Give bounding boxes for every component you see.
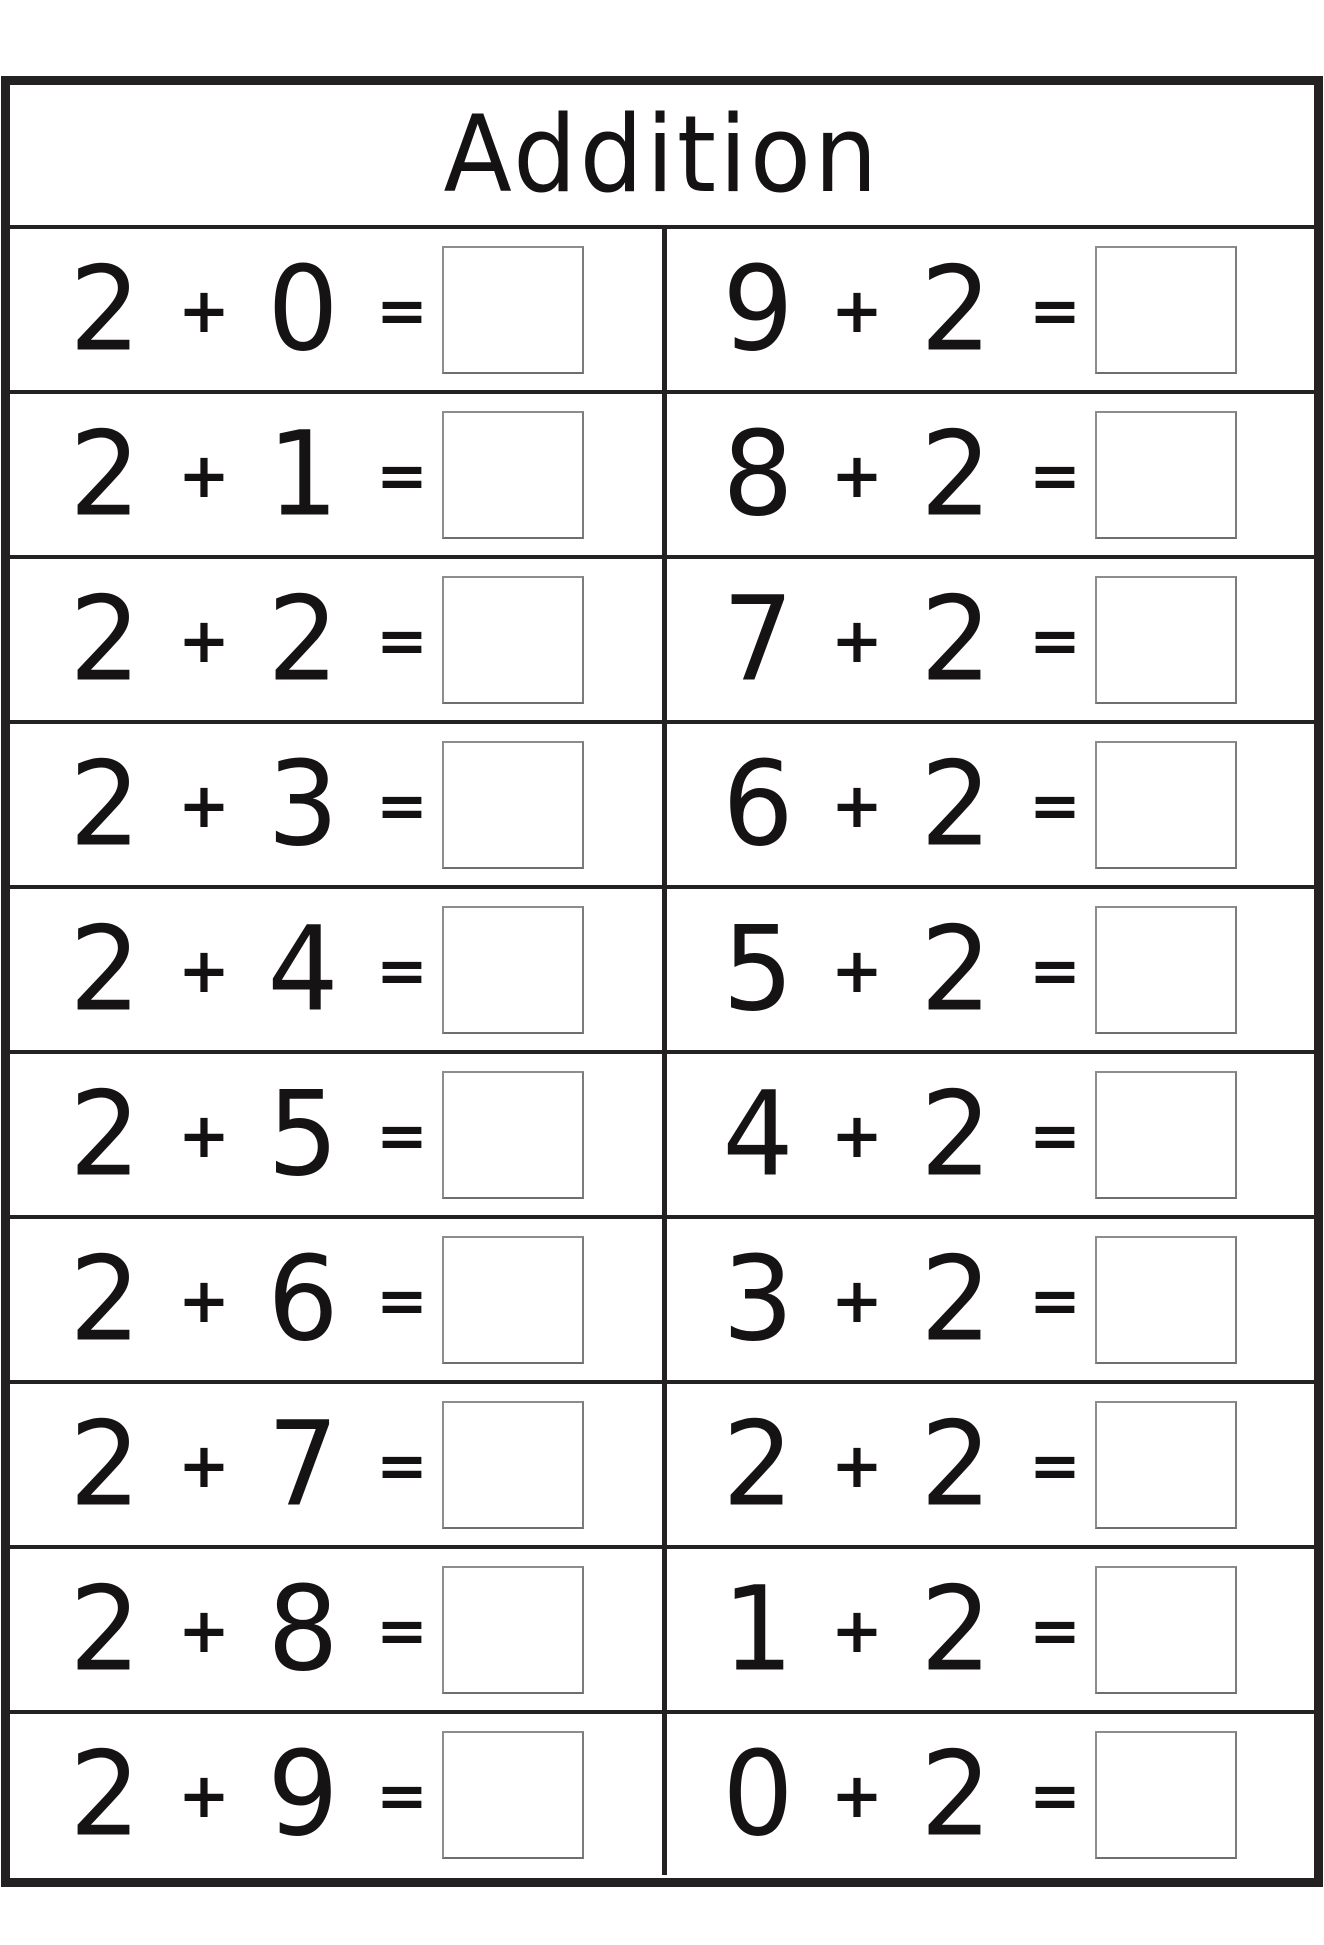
plus-sign: + xyxy=(831,274,883,347)
addend-second: 2 xyxy=(920,406,992,543)
problem-cell xyxy=(662,724,1314,885)
equals-sign: = xyxy=(1028,1594,1081,1667)
addend-second: 2 xyxy=(920,241,992,378)
addend-second: 6 xyxy=(267,1231,339,1368)
equals-sign: = xyxy=(375,274,428,347)
addend-first: 3 xyxy=(722,1231,794,1368)
problem-row xyxy=(10,720,1314,885)
problem-row xyxy=(10,1050,1314,1215)
equals-sign: = xyxy=(375,1594,428,1667)
worksheet-sheet xyxy=(1,76,1323,1887)
answer-box[interactable] xyxy=(1095,246,1237,374)
answer-box[interactable] xyxy=(1095,1401,1237,1529)
worksheet-title: Addition xyxy=(443,92,881,217)
answer-box[interactable] xyxy=(442,1401,584,1529)
addend-second: 9 xyxy=(267,1726,339,1863)
equals-sign: = xyxy=(1028,934,1081,1007)
plus-sign: + xyxy=(178,1099,230,1172)
addend-second: 5 xyxy=(267,1066,339,1203)
addend-first: 1 xyxy=(722,1561,794,1698)
addend-first: 6 xyxy=(722,736,794,873)
equals-sign: = xyxy=(375,1264,428,1337)
plus-sign: + xyxy=(178,934,230,1007)
plus-sign: + xyxy=(831,604,883,677)
equals-sign: = xyxy=(375,604,428,677)
problem-row xyxy=(10,1215,1314,1380)
problem-cell xyxy=(10,1054,662,1215)
addend-second: 0 xyxy=(267,241,339,378)
answer-box[interactable] xyxy=(442,1236,584,1364)
equals-sign: = xyxy=(1028,1264,1081,1337)
plus-sign: + xyxy=(831,1429,883,1502)
addend-first: 8 xyxy=(722,406,794,543)
addend-first: 2 xyxy=(69,571,141,708)
problem-cell xyxy=(662,1219,1314,1380)
addend-second: 2 xyxy=(920,1726,992,1863)
answer-box[interactable] xyxy=(1095,1566,1237,1694)
addend-second: 2 xyxy=(920,1396,992,1533)
addend-first: 4 xyxy=(722,1066,794,1203)
plus-sign: + xyxy=(831,1264,883,1337)
equals-sign: = xyxy=(1028,604,1081,677)
problem-cell xyxy=(662,559,1314,720)
plus-sign: + xyxy=(831,439,883,512)
problem-row xyxy=(10,1545,1314,1710)
plus-sign: + xyxy=(178,1759,230,1832)
answer-box[interactable] xyxy=(1095,906,1237,1034)
answer-box[interactable] xyxy=(442,741,584,869)
answer-box[interactable] xyxy=(442,576,584,704)
problem-row xyxy=(10,1380,1314,1545)
problem-cell xyxy=(662,1714,1314,1875)
answer-box[interactable] xyxy=(1095,1236,1237,1364)
addend-second: 2 xyxy=(920,1231,992,1368)
equals-sign: = xyxy=(1028,1759,1081,1832)
plus-sign: + xyxy=(178,604,230,677)
answer-box[interactable] xyxy=(1095,1071,1237,1199)
addend-second: 1 xyxy=(267,406,339,543)
problem-cell xyxy=(10,1714,662,1875)
addend-second: 4 xyxy=(267,901,339,1038)
problem-row xyxy=(10,225,1314,390)
addend-first: 2 xyxy=(69,1066,141,1203)
problem-cell xyxy=(10,1384,662,1545)
answer-box[interactable] xyxy=(1095,411,1237,539)
addend-first: 2 xyxy=(69,1231,141,1368)
equals-sign: = xyxy=(1028,769,1081,842)
plus-sign: + xyxy=(178,1594,230,1667)
problem-cell xyxy=(662,1384,1314,1545)
addend-second: 2 xyxy=(920,901,992,1038)
problem-cell xyxy=(10,394,662,555)
equals-sign: = xyxy=(375,934,428,1007)
plus-sign: + xyxy=(831,934,883,1007)
equals-sign: = xyxy=(375,1759,428,1832)
problem-cell xyxy=(10,724,662,885)
problem-cell xyxy=(662,229,1314,390)
addend-second: 2 xyxy=(920,1066,992,1203)
addend-second: 2 xyxy=(267,571,339,708)
plus-sign: + xyxy=(178,274,230,347)
answer-box[interactable] xyxy=(1095,1731,1237,1859)
answer-box[interactable] xyxy=(1095,576,1237,704)
problem-row xyxy=(10,390,1314,555)
problem-cell xyxy=(662,1054,1314,1215)
addend-first: 2 xyxy=(69,241,141,378)
answer-box[interactable] xyxy=(442,411,584,539)
addend-second: 7 xyxy=(267,1396,339,1533)
answer-box[interactable] xyxy=(442,246,584,374)
problem-cell xyxy=(10,559,662,720)
problem-cell xyxy=(662,889,1314,1050)
equals-sign: = xyxy=(375,769,428,842)
addend-first: 2 xyxy=(722,1396,794,1533)
addend-first: 2 xyxy=(69,1396,141,1533)
equals-sign: = xyxy=(1028,1429,1081,1502)
problem-row xyxy=(10,555,1314,720)
plus-sign: + xyxy=(831,769,883,842)
answer-box[interactable] xyxy=(442,1071,584,1199)
problem-cell xyxy=(10,889,662,1050)
addend-second: 3 xyxy=(267,736,339,873)
answer-box[interactable] xyxy=(1095,741,1237,869)
addend-first: 2 xyxy=(69,901,141,1038)
addend-first: 2 xyxy=(69,1726,141,1863)
addend-first: 9 xyxy=(722,241,794,378)
plus-sign: + xyxy=(831,1594,883,1667)
problem-cell xyxy=(10,1549,662,1710)
equals-sign: = xyxy=(375,1099,428,1172)
plus-sign: + xyxy=(178,439,230,512)
problem-row xyxy=(10,885,1314,1050)
addend-first: 0 xyxy=(722,1726,794,1863)
addend-first: 7 xyxy=(722,571,794,708)
answer-box[interactable] xyxy=(442,1566,584,1694)
equals-sign: = xyxy=(1028,439,1081,512)
addend-second: 8 xyxy=(267,1561,339,1698)
equals-sign: = xyxy=(375,1429,428,1502)
equals-sign: = xyxy=(375,439,428,512)
problem-cell xyxy=(662,394,1314,555)
addend-first: 2 xyxy=(69,1561,141,1698)
title-row xyxy=(10,85,1314,225)
addend-first: 2 xyxy=(69,406,141,543)
addend-first: 5 xyxy=(722,901,794,1038)
plus-sign: + xyxy=(831,1759,883,1832)
answer-box[interactable] xyxy=(442,906,584,1034)
plus-sign: + xyxy=(831,1099,883,1172)
problem-cell xyxy=(10,229,662,390)
problems-grid xyxy=(10,225,1314,1875)
plus-sign: + xyxy=(178,1429,230,1502)
addend-second: 2 xyxy=(920,1561,992,1698)
answer-box[interactable] xyxy=(442,1731,584,1859)
problem-cell xyxy=(10,1219,662,1380)
equals-sign: = xyxy=(1028,1099,1081,1172)
plus-sign: + xyxy=(178,769,230,842)
addend-second: 2 xyxy=(920,736,992,873)
addend-first: 2 xyxy=(69,736,141,873)
problem-row xyxy=(10,1710,1314,1875)
problem-cell xyxy=(662,1549,1314,1710)
plus-sign: + xyxy=(178,1264,230,1337)
addend-second: 2 xyxy=(920,571,992,708)
equals-sign: = xyxy=(1028,274,1081,347)
